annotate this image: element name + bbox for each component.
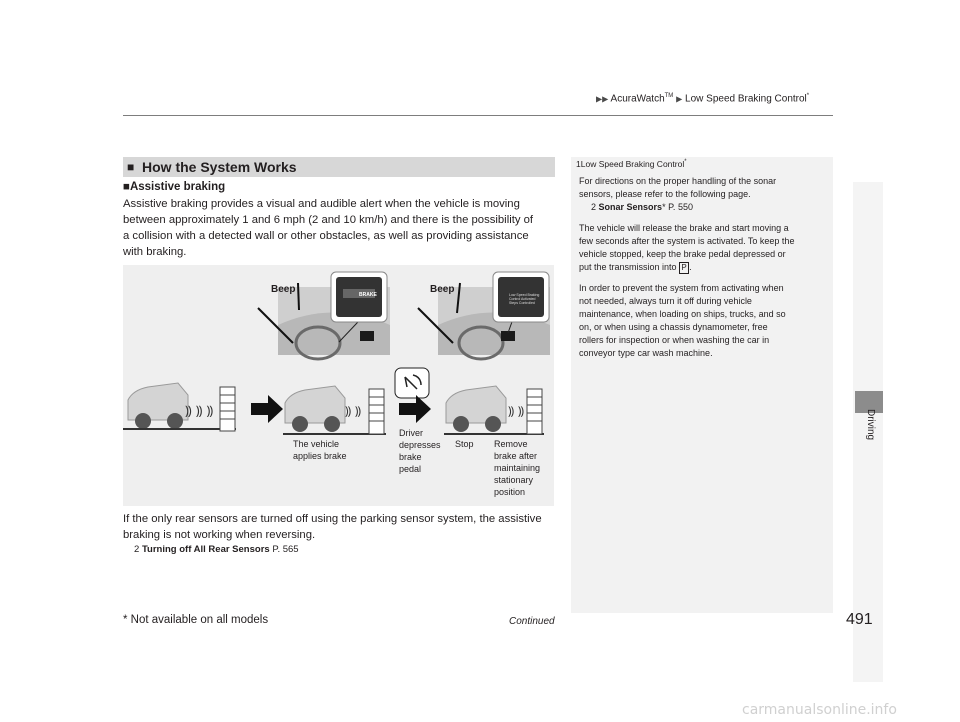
xref-title: Turning off All Rear Sensors: [141, 544, 270, 555]
trademark: TM: [664, 93, 674, 99]
breadcrumb-arrow-icon: ▶: [676, 94, 683, 104]
label-stop: Stop: [455, 439, 474, 449]
side-note-title: [576, 159, 687, 169]
side-line: on, or when using a chassis dynamometer, free: [579, 322, 768, 332]
watermark: carmanualsonline.info: [742, 702, 897, 718]
label-vehicle-applies-brake: [293, 438, 347, 462]
continued-label: Continued: [509, 616, 555, 627]
park-key-icon: P: [679, 262, 689, 274]
assist-paragraph: [123, 196, 563, 260]
label-driver-depresses: [399, 427, 441, 475]
side-line: For directions on the proper handling of the sonar: [579, 176, 777, 186]
side-line: vehicle stopped, keep the brake pedal depressed or: [579, 249, 786, 259]
asterisk: *: [684, 159, 687, 166]
svg-text:⸩ ⸩: ⸩ ⸩: [345, 404, 362, 418]
svg-text:⸩ ⸩: ⸩ ⸩: [508, 404, 525, 418]
illustration: [123, 265, 554, 506]
illustration-svg: [123, 265, 554, 506]
side-note-para-3: [579, 282, 827, 360]
breadcrumb-part2: Low Speed Braking Control: [685, 93, 807, 105]
label-line: Remove: [494, 439, 528, 449]
side-note-para-2: [579, 222, 827, 274]
arrow-1-icon: [251, 395, 283, 423]
label-line: brake: [399, 452, 422, 462]
section-title: How the System Works: [142, 159, 297, 175]
side-tab-text: Driving: [865, 409, 876, 441]
section-heading: [123, 157, 555, 177]
page-number: 491: [846, 611, 873, 628]
side-line: few seconds after the system is activated. To keep the: [579, 236, 795, 246]
screen2-line-2: Control Activated: [509, 297, 536, 301]
breadcrumb: [596, 93, 809, 104]
label-line: The vehicle: [293, 439, 340, 449]
side-tab-label: [864, 409, 876, 469]
car-scene-2: [283, 386, 386, 435]
subheading-assistive-braking: ■Assistive braking: [123, 181, 226, 193]
paragraph-line: a collision with a detected wall or other obstacles, as well as providing assistance: [123, 230, 529, 242]
label-line: brake after: [494, 451, 538, 461]
screen2-line-1: Low Speed Braking: [509, 293, 540, 297]
side-line: rollers for inspection or when washing the car in: [579, 335, 770, 345]
beep-label-1: Beep: [271, 284, 296, 295]
side-line: put the transmission into: [579, 262, 677, 272]
label-line: Driver: [399, 428, 423, 438]
paragraph-line: with braking.: [123, 246, 187, 258]
paragraph-line: between approximately 1 and 6 mph (2 and 10 km/h) and there is the possibility of: [123, 214, 534, 226]
breadcrumb-part1: AcuraWatch: [610, 93, 665, 105]
label-line: position: [494, 487, 526, 497]
sonar-xref-link[interactable]: [579, 202, 693, 212]
reference-arrow-icon: 2: [591, 202, 597, 212]
footnote: * Not available on all models: [123, 614, 269, 626]
arrow-2-icon: [399, 395, 431, 423]
side-line: sensors, please refer to the following page.: [579, 189, 751, 199]
label-line: pedal: [399, 464, 422, 474]
asterisk: *: [806, 93, 810, 99]
header-rule: [123, 115, 833, 116]
xref-page: P. 550: [668, 202, 693, 212]
section-square-icon: ■: [127, 160, 135, 174]
side-note-para-1: [579, 175, 827, 214]
side-note-title-text: Low Speed Braking Control: [580, 159, 685, 169]
paragraph-line: If the only rear sensors are turned off using the parking sensor system, the assistive: [123, 513, 542, 525]
side-note-marker-icon: 1: [576, 159, 581, 169]
label-line: maintaining: [494, 463, 541, 473]
cross-reference-link[interactable]: [134, 544, 299, 555]
asterisk: *: [662, 202, 666, 212]
side-note-body: [579, 175, 827, 368]
reference-arrow-icon: 2: [134, 544, 140, 555]
screen2-line-3: Steps Controlled: [509, 301, 535, 305]
xref-page: P. 565: [272, 544, 299, 555]
car-scene-1: [123, 383, 236, 431]
side-line: The vehicle will release the brake and start moving a: [579, 223, 789, 233]
paragraph-line: Assistive braking provides a visual and audible alert when the vehicle is moving: [123, 198, 520, 210]
paragraph-line: braking is not working when reversing.: [123, 529, 316, 541]
car-scene-3: [444, 386, 544, 435]
breadcrumb-arrow-icon: ▶▶: [596, 94, 609, 104]
label-line: depresses: [399, 440, 441, 450]
after-paragraph: [123, 511, 563, 543]
label-line: stationary: [494, 475, 534, 485]
side-line: conveyor type car wash machine.: [579, 348, 713, 358]
punctuation: .: [689, 262, 692, 272]
side-line: not needed, always turn it off during vehicle: [579, 296, 752, 306]
label-line: applies brake: [293, 451, 347, 461]
side-line: maintenance, when loading on ships, trucks, and so: [579, 309, 786, 319]
side-line: In order to prevent the system from activating when: [579, 283, 784, 293]
beep-label-2: Beep: [430, 284, 455, 295]
brake-display-text: BRAKE: [359, 292, 377, 298]
xref-title: Sonar Sensors: [598, 202, 663, 212]
svg-text:⸩ ⸩ ⸩: ⸩ ⸩ ⸩: [185, 404, 214, 419]
label-remove-brake: [494, 438, 540, 498]
